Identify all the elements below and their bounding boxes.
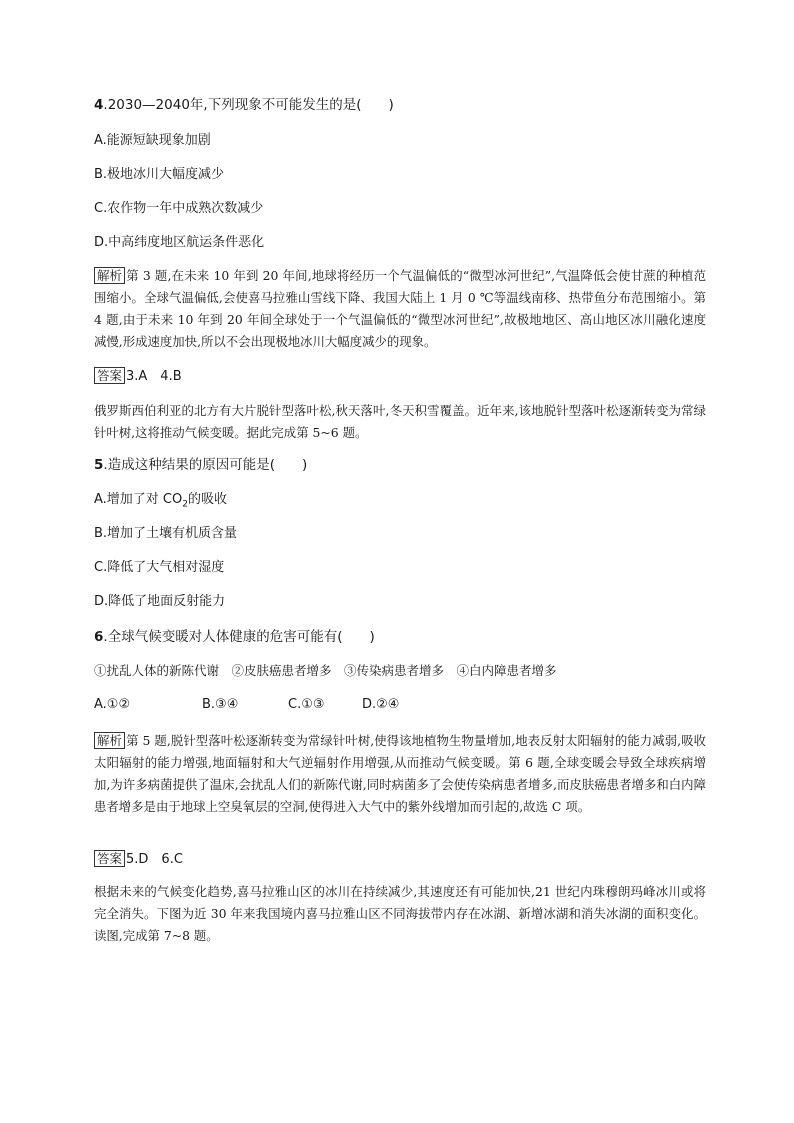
analysis-text: 第 5 题,脱针型落叶松逐渐转变为常绿针叶树,使得该地植物生物量增加,地表反射太阳辐射的能力减弱,吸收太阳辐射的能力增强,地面辐射和大气逆辐射作用增强,从而推动气候变暖。第 6 题,全球变暖会导致全球疾病增加,为许多病菌提供了温床,会扰乱人们的新陈代谢,同时病菌多了会使传染病患者增多,而皮肤癌患者增多和白内障患者增多是由于地球上空臭氧层的空洞,使得进入大气中的紫外线增加而引起的,故选 C 项。 — [94, 733, 706, 814]
choice-d: D.②④ — [362, 697, 400, 712]
analysis-block — [94, 730, 706, 818]
answer-block — [94, 367, 182, 386]
answer-block — [94, 850, 183, 869]
option-c: C.农作物一年中成熟次数减少 — [94, 201, 264, 216]
question-number: 6 — [94, 629, 104, 645]
option-a-text: A.增加了对 CO — [94, 492, 183, 507]
question-4-stem — [94, 96, 704, 114]
question-number: 5 — [94, 457, 104, 473]
question-text: .全球气候变暖对人体健康的危害可能有( ) — [103, 629, 375, 645]
choice-c: C.①③ — [288, 697, 325, 712]
analysis-text: 第 3 题,在未来 10 年到 20 年间,地球将经历一个气温偏低的“微型冰河世纪”,气温降低会使甘蔗的种植范围缩小。全球气温偏低,会使喜马拉雅山雪线下降、我国大陆上 1 月 0 ℃等温线南移、热带鱼分布范围缩小。第 4 题,由于未来 10 年到 20 年间全球处于一个气温偏低的“微型冰河世纪”,故极地地区、高山地区冰川融化速度减慢,形成速度加快,所以不会出现极地冰川大幅度减少的现象。 — [94, 268, 706, 349]
answer-text: 5.D 6.C — [126, 852, 183, 867]
question-number: 4 — [94, 97, 104, 113]
answer-tag: 答案 — [94, 367, 125, 384]
option-c: C.降低了大气相对湿度 — [94, 560, 225, 575]
passage-text: 俄罗斯西伯利亚的北方有大片脱针型落叶松,秋天落叶,冬天积雪覆盖。近年来,该地脱针型落叶松逐渐转变为常绿针叶树,这将推动气候变暖。据此完成第 5~6 题。 — [94, 403, 706, 440]
option-d: D.中高纬度地区航运条件恶化 — [94, 235, 265, 250]
option-a: A.能源短缺现象加剧 — [94, 133, 211, 148]
choice-a: A.①② — [94, 697, 131, 712]
option-b: B.增加了土壤有机质含量 — [94, 526, 238, 541]
choice-b: B.③④ — [202, 697, 239, 712]
analysis-tag: 解析 — [94, 732, 125, 749]
analysis-block — [94, 265, 706, 353]
question-text: .造成这种结果的原因可能是( ) — [103, 457, 308, 473]
option-a — [94, 491, 704, 514]
subscript: 2 — [182, 499, 188, 510]
question-6-stem — [94, 628, 704, 646]
option-d: D.降低了地面反射能力 — [94, 594, 226, 609]
question-5-stem — [94, 456, 704, 474]
passage-text: 根据未来的气候变化趋势,喜马拉雅山区的冰川在持续减少,其速度还有可能加快,21 世纪内珠穆朗玛峰冰川或将完全消失。下图为近 30 年来我国境内喜马拉雅山区不同海拔带内存在冰湖、新增冰湖和消失冰湖的面积变化。读图,完成第 7~8 题。 — [94, 884, 706, 943]
analysis-tag: 解析 — [94, 267, 125, 284]
choice-row — [94, 696, 704, 714]
answer-tag: 答案 — [94, 850, 125, 867]
question-text: .2030—2040年,下列现象不可能发生的是( ) — [103, 97, 394, 113]
statement-items: ①扰乱人体的新陈代谢 ②皮肤癌患者增多 ③传染病患者增多 ④白内障患者增多 — [94, 663, 557, 678]
option-b: B.极地冰川大幅度减少 — [94, 167, 225, 182]
option-a-suffix: 的吸收 — [187, 492, 227, 507]
answer-text: 3.A 4.B — [126, 369, 182, 384]
